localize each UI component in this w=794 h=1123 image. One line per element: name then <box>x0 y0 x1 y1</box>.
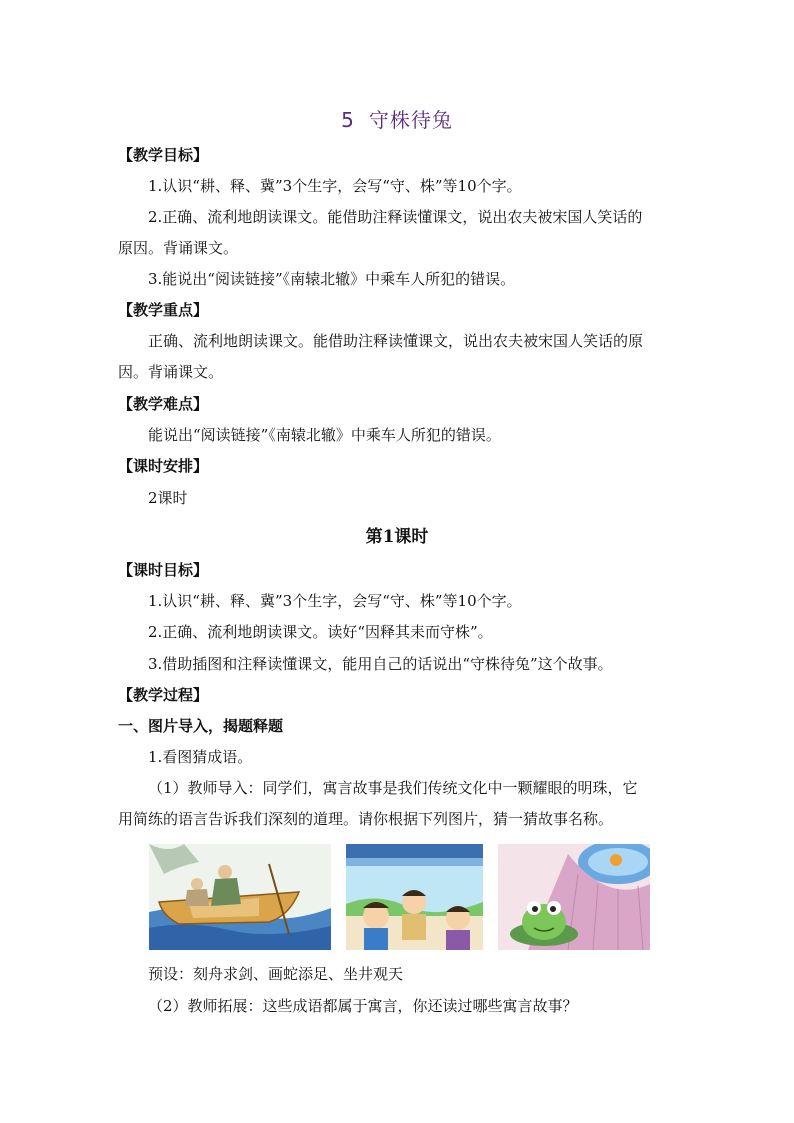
key-points-text-continued: 因。背诵课文。 <box>118 363 224 381</box>
teacher-intro-text: （1）教师导入：同学们，寓言故事是我们传统文化中一颗耀眼的明珠，它 <box>148 779 638 797</box>
page-title <box>0 104 794 133</box>
goal-item-continued: 原因。背诵课文。 <box>118 239 239 257</box>
step-text: 1.看图猜成语。 <box>148 748 253 766</box>
goal-item: 3.能说出“阅读链接”《南辕北辙》中乘车人所犯的错误。 <box>148 270 516 288</box>
lesson-title: 守株待兔 <box>368 108 453 132</box>
snake-drawing-illustration <box>346 844 483 950</box>
goal-item: 1.认识“耕、释、冀”3个生字，会写“守、株”等10个字。 <box>148 177 522 195</box>
frog-in-well-illustration <box>498 844 650 950</box>
lesson-number: 5 <box>341 108 355 132</box>
lesson-goal-item: 3.借助插图和注释读懂课文，能用自己的话说出“守株待兔”这个故事。 <box>148 655 613 673</box>
preset-answer: 预设：刻舟求剑、画蛇添足、坐井观天 <box>148 965 404 983</box>
teacher-extension-text: （2）教师拓展：这些成语都属于寓言，你还读过哪些寓言故事？ <box>148 997 578 1015</box>
section-heading: 一、图片导入，揭题释题 <box>118 717 284 735</box>
key-points-heading: 【教学重点】 <box>118 301 209 319</box>
difficulties-heading: 【教学难点】 <box>118 395 209 413</box>
lesson1-heading: 第1课时 <box>365 527 429 547</box>
goal-item: 2.正确、流利地朗读课文。能借助注释读懂课文，说出农夫被宋国人笑话的 <box>148 208 643 226</box>
schedule-heading: 【课时安排】 <box>118 457 209 475</box>
schedule-value: 2课时 <box>148 489 188 507</box>
key-points-text: 正确、流利地朗读课文。能借助注释读懂课文，说出农夫被宋国人笑话的原 <box>148 332 644 350</box>
teacher-intro-text-continued: 用简练的语言告诉我们深刻的道理。请你根据下列图片，猜一猜故事名称。 <box>118 810 614 828</box>
process-heading: 【教学过程】 <box>118 686 209 704</box>
lesson-goal-item: 1.认识“耕、释、冀”3个生字，会写“守、株”等10个字。 <box>148 592 522 610</box>
boat-illustration <box>149 844 331 950</box>
lesson-goals-heading: 【课时目标】 <box>118 561 209 579</box>
goals-heading: 【教学目标】 <box>118 146 209 164</box>
lesson-goal-item: 2.正确、流利地朗读课文。读好“因释其耒而守株”。 <box>148 623 493 641</box>
difficulties-text: 能说出“阅读链接”《南辕北辙》中乘车人所犯的错误。 <box>148 426 501 444</box>
